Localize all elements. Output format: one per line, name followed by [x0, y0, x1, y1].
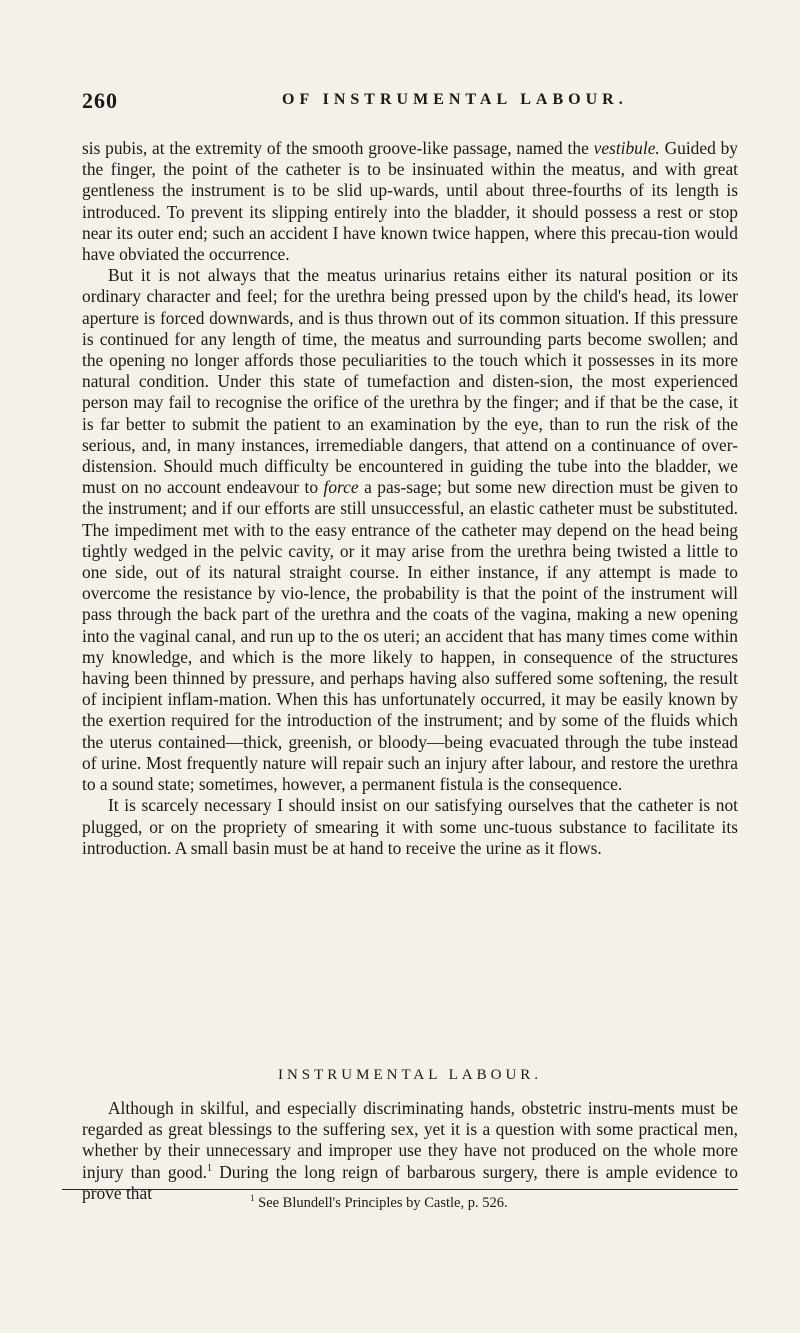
section-paragraph-rest: During the long reign of barbarous surgery, there is ample evidence to prove that [82, 1161, 738, 1203]
italic-term-vestibule: vestibule. [593, 138, 660, 158]
paragraph-1-rest: Guided by the finger, the point of the catheter is to be insinuated within the meatus, and with great gentleness the instrument is to be slid up-wards, until about three-fourths of its length is introduced. To prevent its slipping entirely into the bladder, it should possess a rest or stop near its outer end; such an accident I have known twice happen, where this precau-tion would have obviated the occurrence. [82, 138, 738, 265]
section-paragraph-start: Although in skilful, and especially discriminating hands, obstetric instru-ments must be regarded as great blessings to the suffering sex, yet it is a question with some practical men, whether by their unnecessary and improper use they have not produced on the whole more injury than good. [82, 1098, 738, 1182]
paragraph-2-start: But it is not always that the meatus urinarius retains either its natural position or its ordinary character and feel; for the urethra being pressed upon by the child's head, its lower aperture is forced downwards, and is thus thrown out of its common situation. If this pressure is continued for any length of time, the meatus and surrounding parts become swollen; and the opening no longer affords those peculiarities to the touch which it possesses in its more natural condition. Under this state of tumefaction and disten-sion, the most experienced person may fail to recognise the orifice of the urethra by the finger; and if that be the case, it is far better to submit the patient to an examination by the eye, than to run the risk of the serious, and, in many instances, irremediable dangers, that attend on a continuance of over-distension. Should much difficulty be encountered in guiding the tube into the bladder, we must on no account endeavour to [82, 265, 738, 498]
footnote-text: See Blundell's Principles by Castle, p. 526. [254, 1195, 508, 1211]
section-heading: INSTRUMENTAL LABOUR. [277, 1067, 543, 1083]
paragraph-1 [82, 138, 738, 265]
italic-term-force: force [323, 477, 359, 498]
page-number: 260 [82, 88, 118, 113]
footnote-marker: 1 [250, 1193, 255, 1204]
paragraph-2-rest: a pas-sage; but some new direction must be given to the instrument; and if our efforts are still unsuccessful, an elastic catheter must be substituted. The impediment met with to the easy entrance of the catheter may depend on the head being tightly wedged in the pelvic cavity, or it may arise from the urethra being twisted a little to one side, out of its natural straight course. In either instance, if any attempt is made to overcome the resistance by vio-lence, the probability is that the point of the instrument will pass through the back part of the urethra and the coats of the vagina, making a new opening into the vaginal canal, and run up to the os uteri; an accident that has many times come within my knowledge, and which is the more likely to happen, in consequence of the structures having been thinned by pressure, and perhaps having also suffered some softening, the result of incipient inflam-mation. When this has unfortunately occurred, it may be easily known by the exertion required for the introduction of the instrument; and by some of the fluids which the uterus contained—thick, greenish, or bloody—being evacuated through the tube instead of urine. Most frequently nature will repair such an injury after labour, and restore the urethra to a sound state; sometimes, however, a permanent fistula is the consequence. [82, 477, 738, 795]
footnote [250, 1195, 508, 1212]
body-text [82, 138, 738, 859]
paragraph-1-start: sis pubis, at the extremity of the smooth groove-like passage, named the [82, 138, 589, 158]
paragraph-3: It is scarcely necessary I should insist on our satisfying ourselves that the catheter is not plugged, or on the propriety of smearing it with some unc-tuous substance to facilitate its introduction. A small basin must be at hand to receive the urine as it flows. [82, 795, 738, 858]
footnote-divider [62, 1189, 738, 1190]
page-header [82, 88, 738, 112]
running-head: OF INSTRUMENTAL LABOUR. [282, 91, 628, 108]
footnote-reference: 1 [207, 1162, 213, 1174]
paragraph-2 [82, 265, 738, 795]
